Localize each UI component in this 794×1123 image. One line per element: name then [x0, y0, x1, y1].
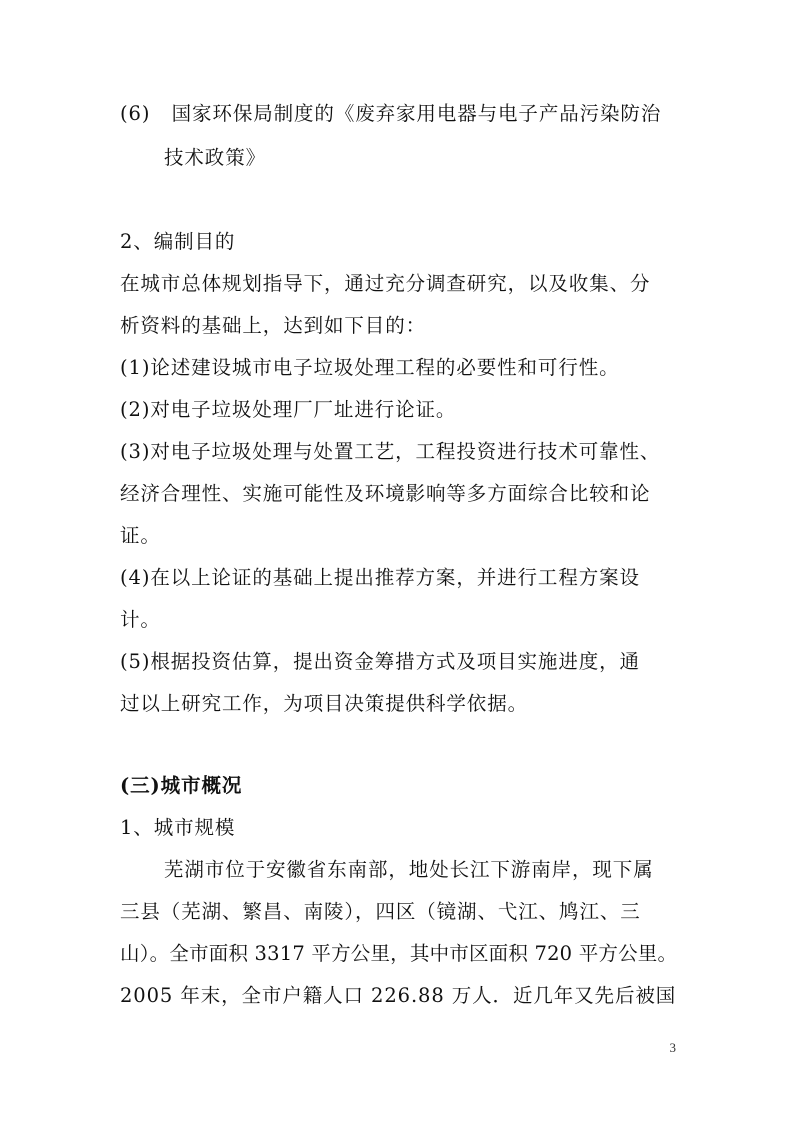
subsection-heading-city-scale: 1、城市规模	[120, 816, 236, 839]
purpose-item-5-line1: (5)根据投资估算，提出资金筹措方式及项目实施进度，通	[120, 650, 640, 673]
list-item-text: 国家环保局制度的《废弃家用电器与电子产品污染防治	[171, 102, 662, 125]
paragraph-line: 山）。全市面积 3317 平方公里，其中市区面积 720 平方公里。	[120, 942, 678, 965]
list-item-6-line1	[120, 98, 661, 130]
paragraph-line: 在城市总体规划指导下，通过充分调查研究，以及收集、分	[120, 272, 651, 295]
section-heading-purpose: 2、编制目的	[120, 230, 236, 253]
purpose-item-4-line1: (4)在以上论证的基础上提出推荐方案，并进行工程方案设	[120, 566, 640, 589]
purpose-item-4-line2: 计。	[120, 608, 161, 631]
purpose-item-3-line1: (3)对电子垃圾处理与处置工艺，工程投资进行技术可靠性、	[120, 440, 661, 463]
purpose-item-1: (1)论述建设城市电子垃圾处理工程的必要性和可行性。	[120, 356, 620, 379]
purpose-item-2: (2)对电子垃圾处理厂厂址进行论证。	[120, 398, 457, 421]
list-item-6-line2: 技术政策》	[164, 146, 267, 169]
page-number: 3	[669, 1040, 676, 1055]
paragraph-line: 芜湖市位于安徽省东南部，地处长江下游南岸，现下属	[164, 858, 654, 881]
section-heading-city-overview: (三)城市概况	[120, 774, 243, 797]
paragraph-line: 三县（芜湖、繁昌、南陵），四区（镜湖、弋江、鸠江、三	[120, 900, 641, 923]
paragraph-line: 2005 年末，全市户籍人口 226.88 万人．近几年又先后被国	[120, 984, 677, 1007]
purpose-item-3-line2: 经济合理性、实施可能性及环境影响等多方面综合比较和论	[120, 482, 651, 505]
purpose-item-5-line2: 过以上研究工作，为项目决策提供科学依据。	[120, 692, 529, 715]
paragraph-line: 析资料的基础上，达到如下目的：	[120, 314, 427, 337]
list-marker: (6)	[120, 102, 151, 125]
purpose-item-3-line3: 证。	[120, 524, 161, 547]
